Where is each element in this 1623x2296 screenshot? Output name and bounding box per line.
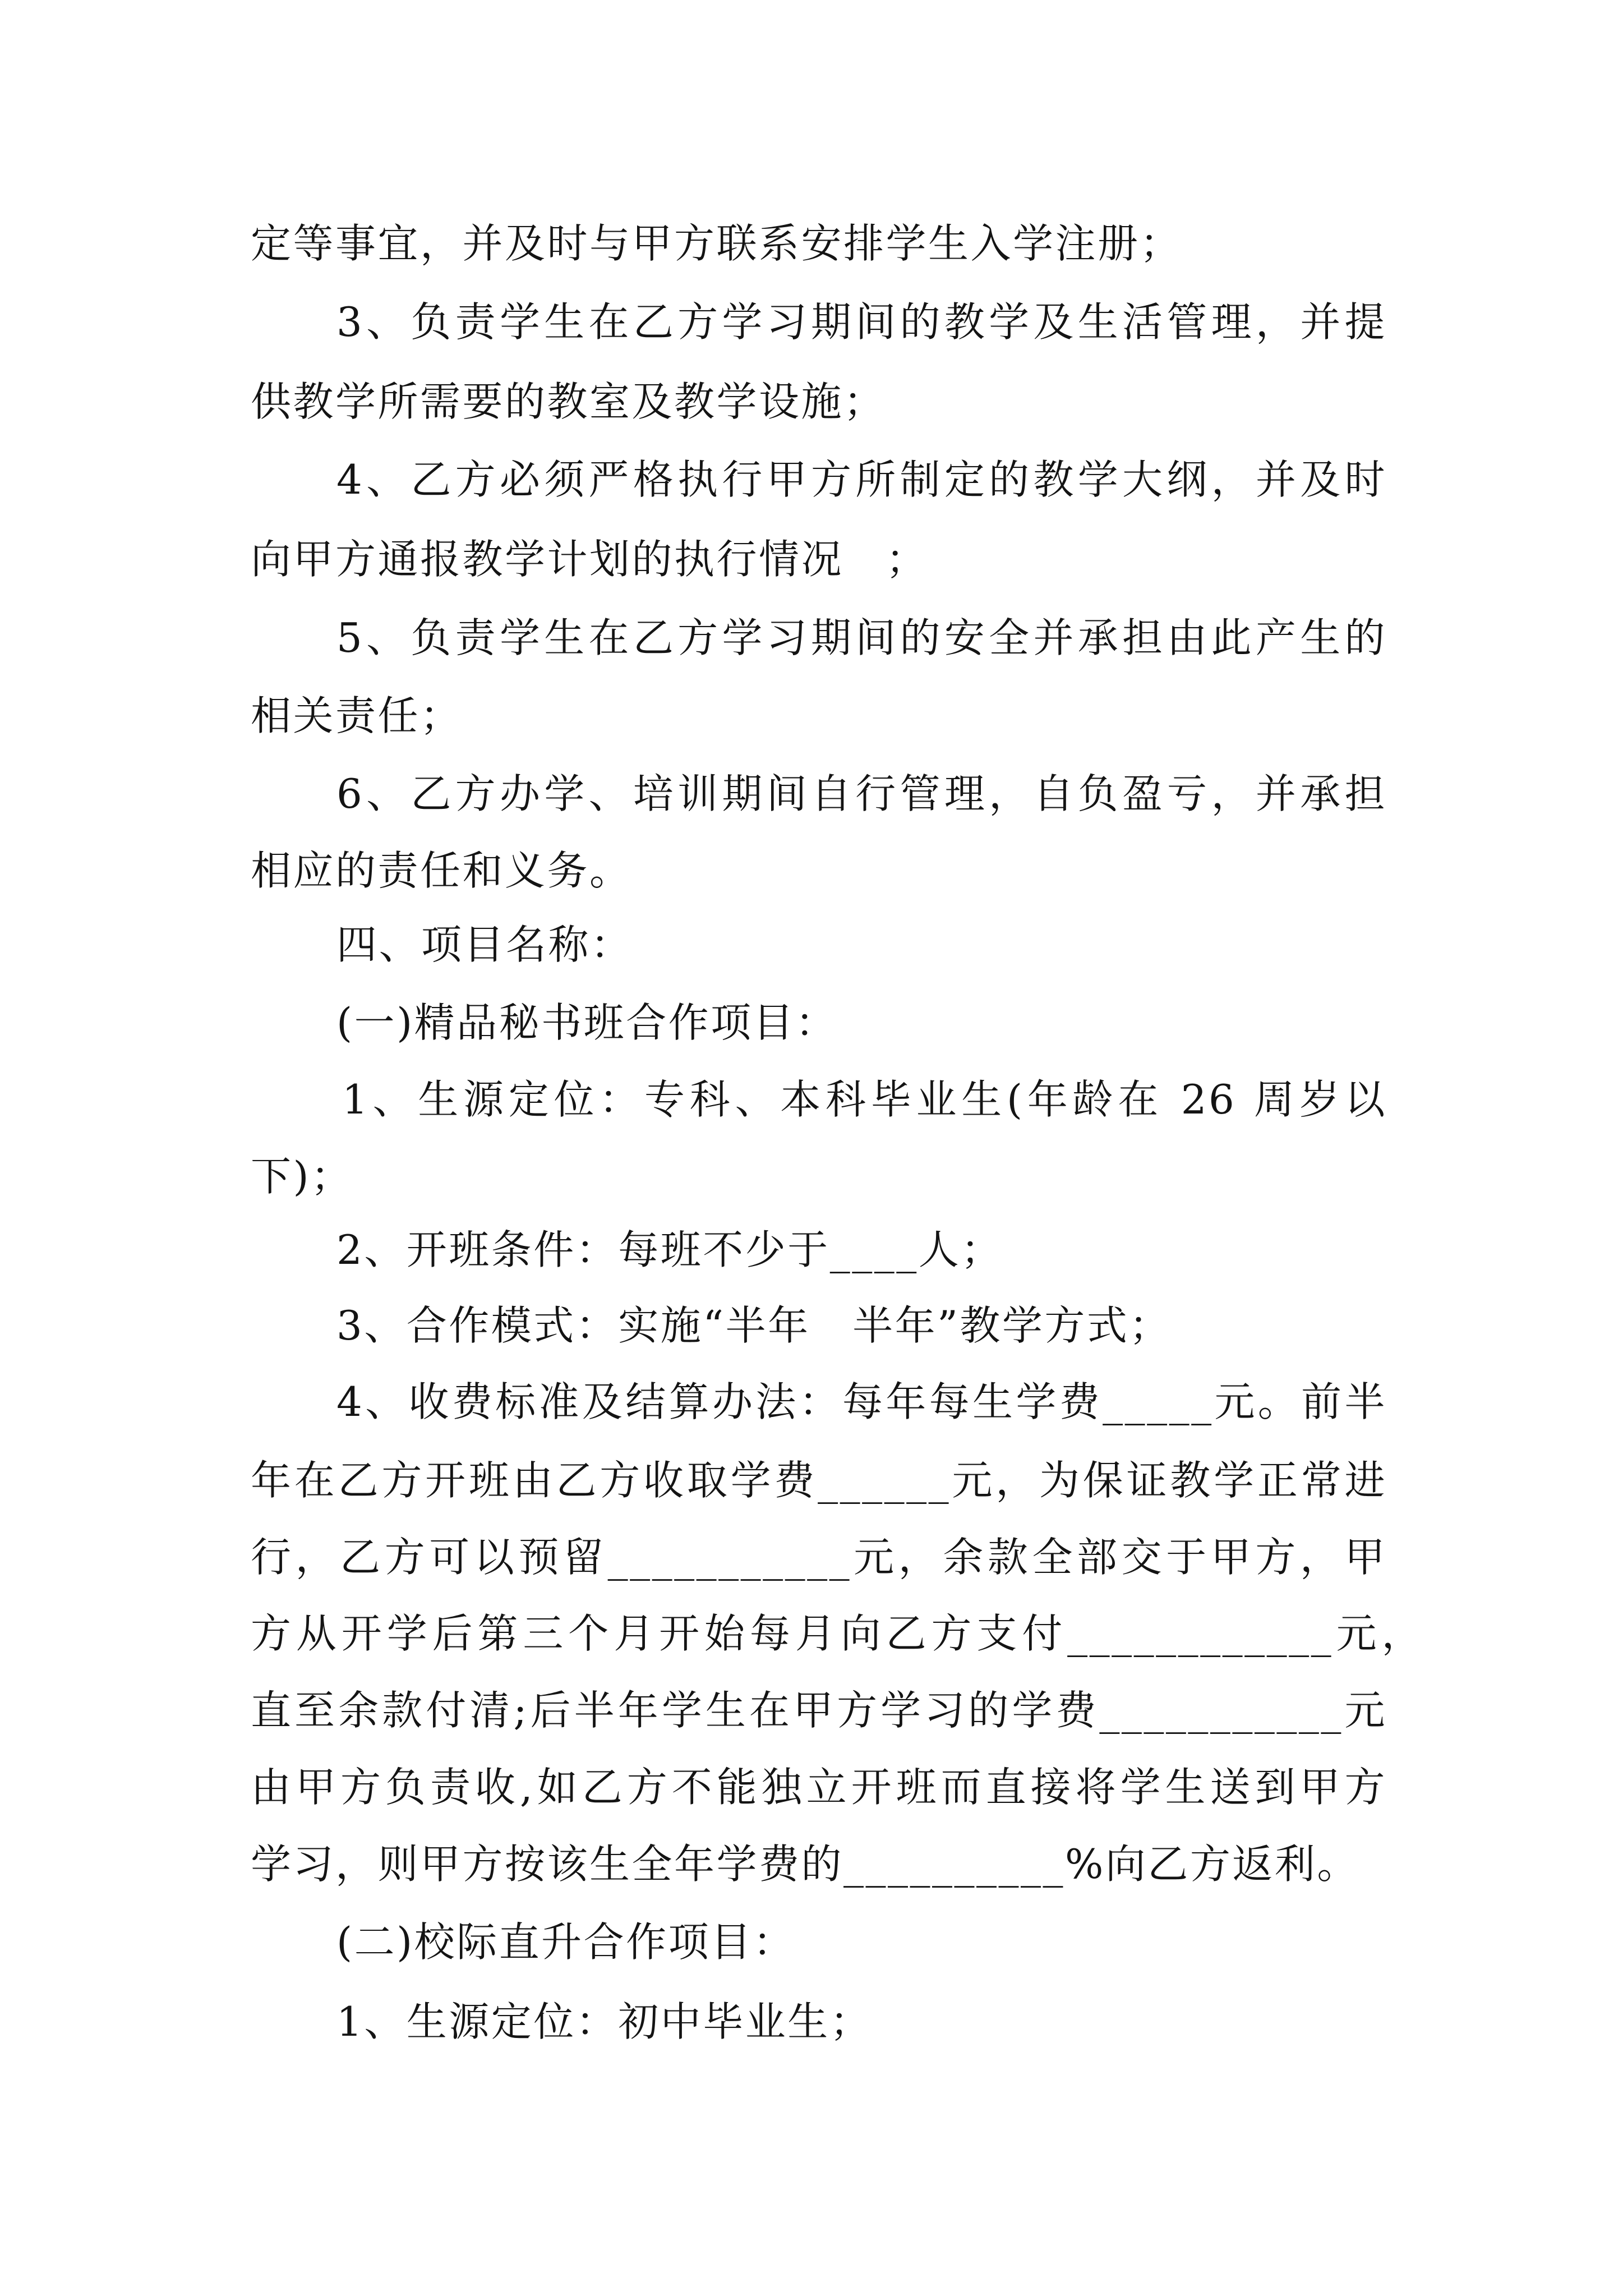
subsection-heading: (一)精品秘书班合作项目：: [336, 999, 838, 1046]
text-line: 相关责任；: [251, 692, 463, 739]
text-line: 行，乙方可以预留___________元，余款全部交于甲方，甲: [251, 1534, 1387, 1581]
text-line: 1、生源定位：初中毕业生；: [336, 1998, 873, 2045]
text-line: 下)；: [251, 1153, 353, 1200]
text-line: 年在乙方开班由乙方收取学费______元，为保证教学正常进: [251, 1457, 1387, 1504]
text-line: 方从开学后第三个月开始每月向乙方支付____________元，: [251, 1610, 1424, 1657]
text-line: 向甲方通报教学计划的执行情况 ；: [251, 536, 929, 583]
subsection-heading: (二)校际直升合作项目：: [336, 1918, 796, 1966]
text-line: 6、乙方办学、培训期间自行管理，自负盈亏，并承担: [336, 770, 1387, 817]
text-line: 3、负责学生在乙方学习期间的教学及生活管理，并提: [336, 298, 1387, 346]
text-line: 定等事宜，并及时与甲方联系安排学生入学注册；: [251, 220, 1183, 267]
text-line: 由甲方负责收,如乙方不能独立开班而直接将学生送到甲方: [251, 1764, 1387, 1811]
text-line: 相应的责任和义务。: [251, 847, 632, 894]
text-line: 2、开班条件：每班不少于____人；: [336, 1226, 1003, 1273]
text-line: 3、合作模式：实施“半年 半年”教学方式；: [336, 1302, 1172, 1349]
text-line: 1、生源定位：专科、本科毕业生(年龄在 26 周岁以: [342, 1076, 1387, 1123]
section-heading: 四、项目名称：: [336, 921, 633, 968]
text-line: 4、乙方必须严格执行甲方所制定的教学大纲，并及时: [336, 456, 1387, 503]
text-line: 5、负责学生在乙方学习期间的安全并承担由此产生的: [336, 614, 1387, 661]
text-line: 4、收费标准及结算办法：每年每生学费_____元。前半: [336, 1378, 1387, 1425]
text-line: 直至余款付清;后半年学生在甲方学习的学费___________元: [251, 1687, 1387, 1734]
text-line: 供教学所需要的教室及教学设施；: [251, 378, 886, 425]
text-line: 学习，则甲方按该生全年学费的__________%向乙方返利。: [251, 1841, 1359, 1888]
